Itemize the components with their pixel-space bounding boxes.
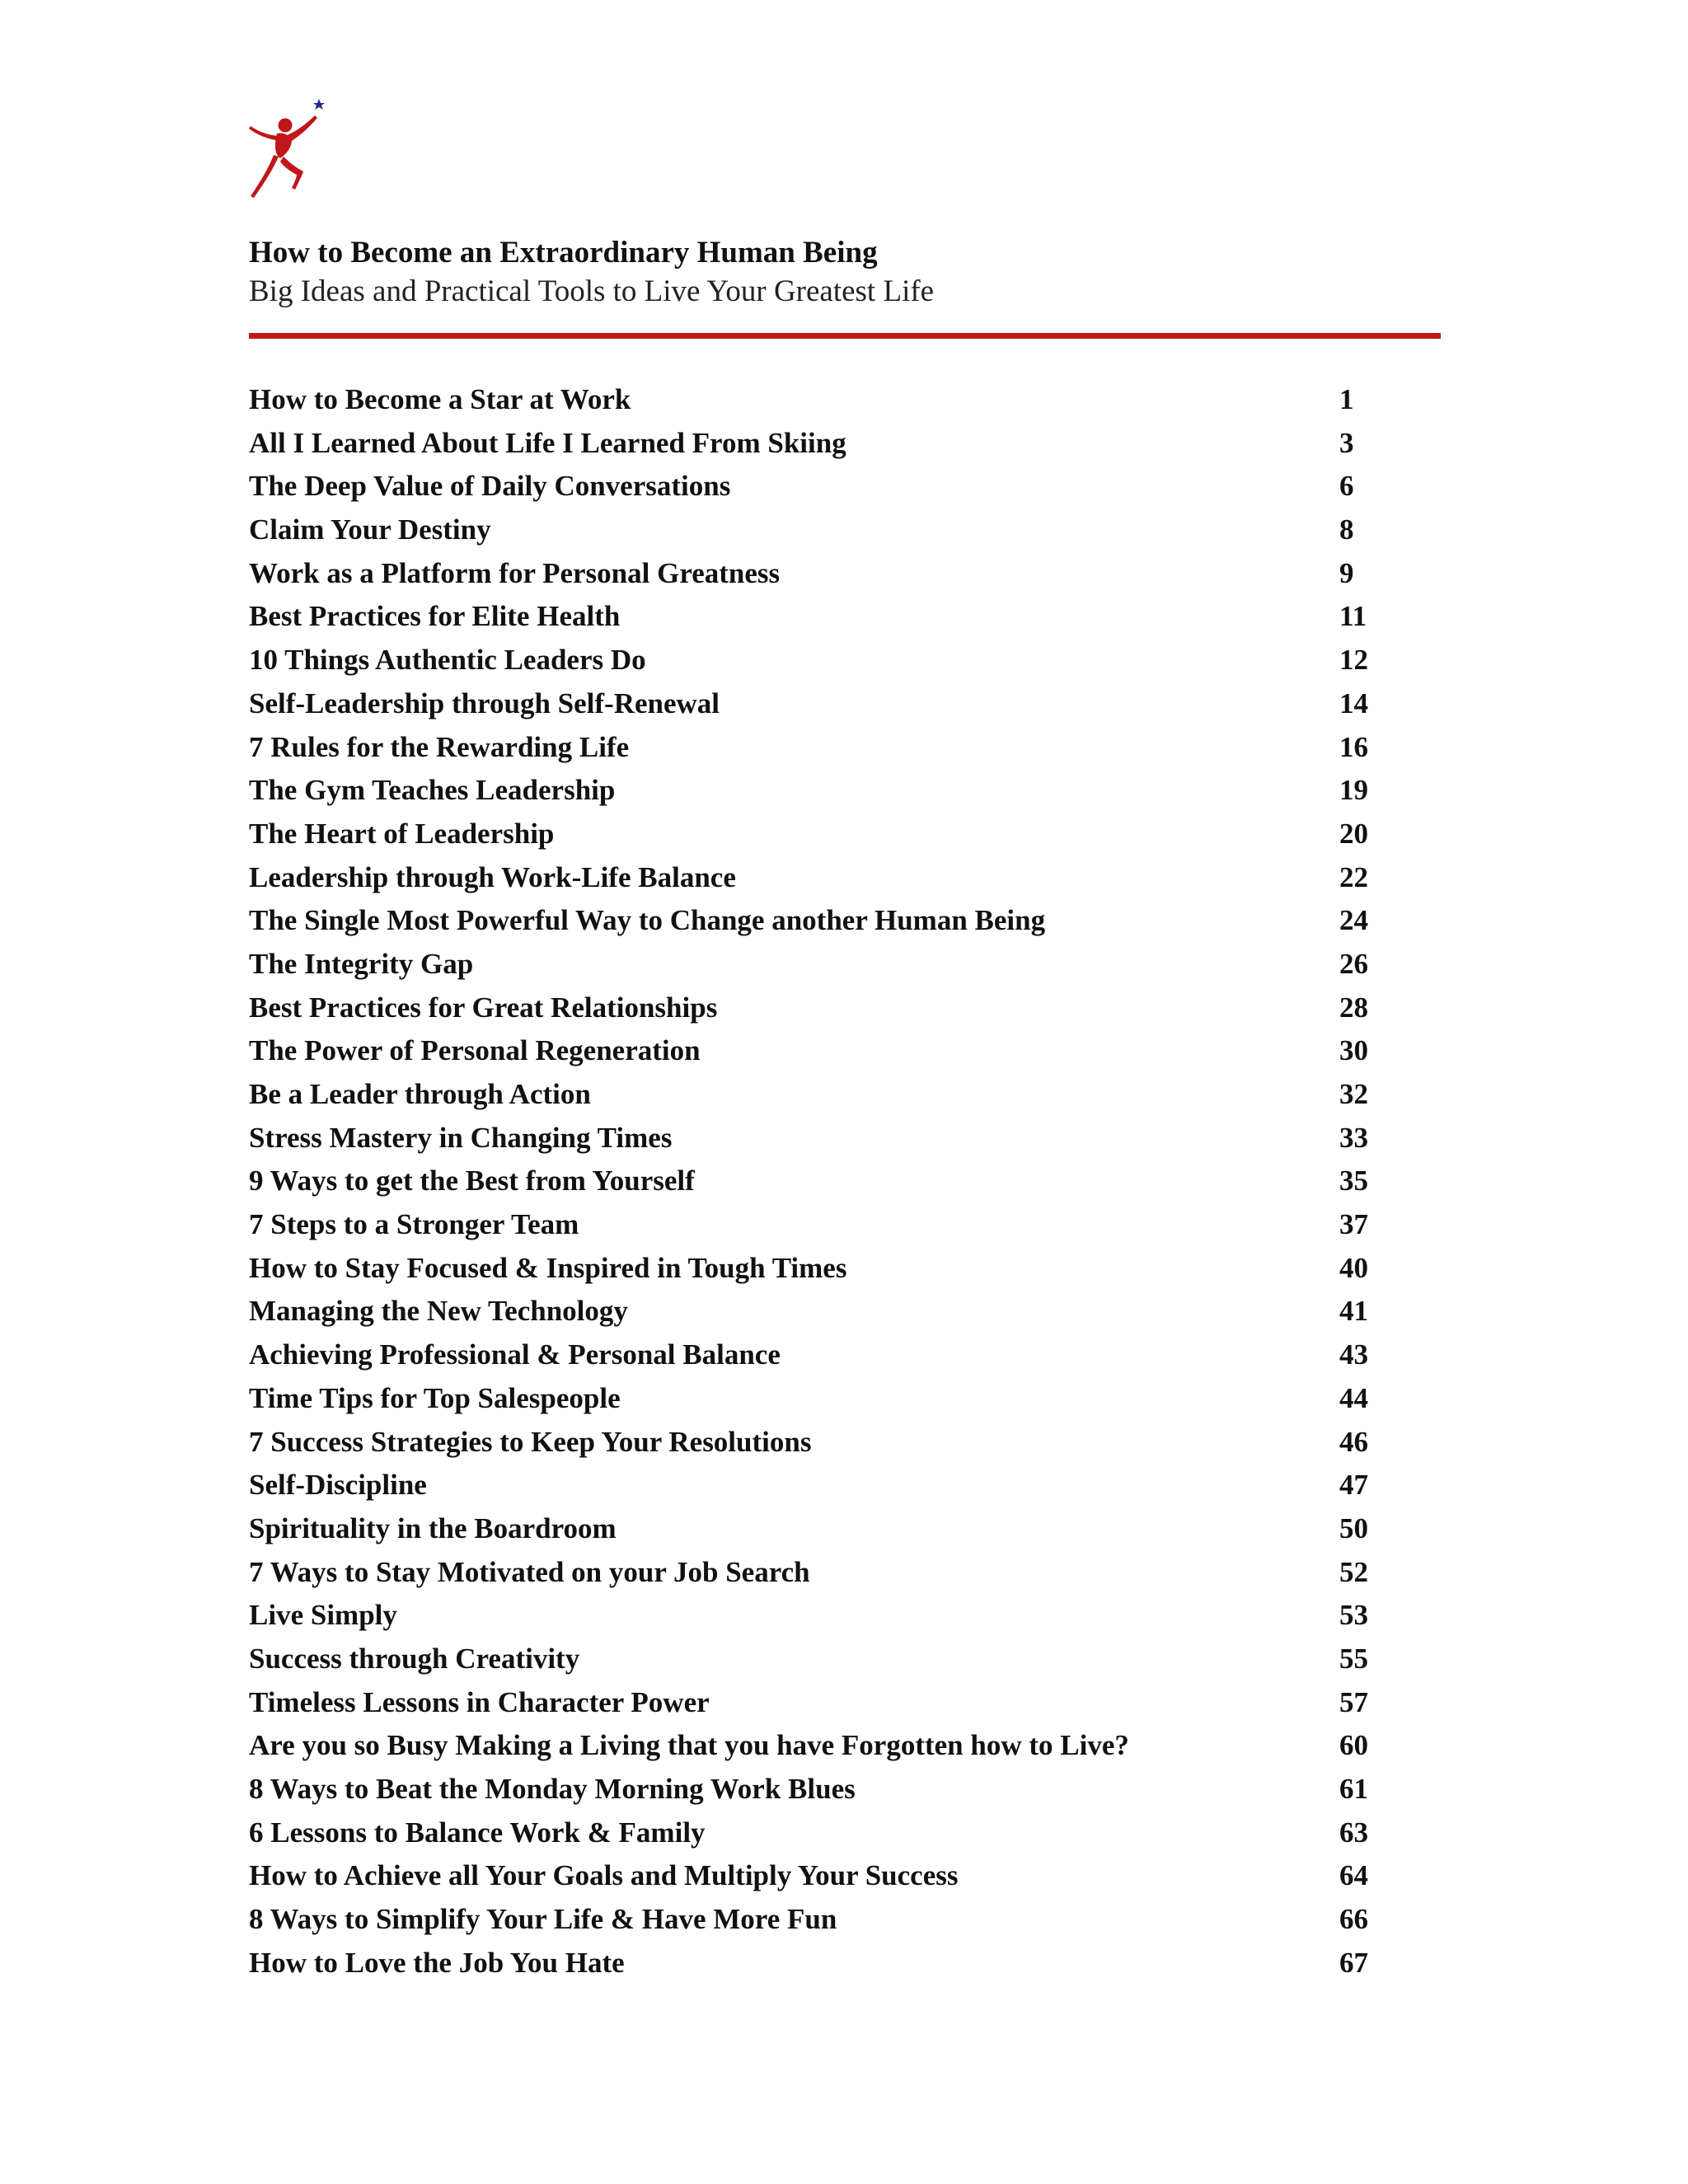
toc-entry-page-number: 12 [1339,644,1368,677]
toc-entry-title: The Power of Personal Regeneration [249,1034,701,1067]
toc-entry-title: 7 Steps to a Stronger Team [249,1208,579,1241]
toc-entry [249,1942,1403,1985]
toc-entry-page-number: 11 [1339,600,1367,633]
toc-entry-title: Work as a Platform for Personal Greatness [249,556,781,589]
toc-entry-title: Claim Your Destiny [249,513,491,546]
toc-entry [249,987,1403,1030]
toc-entry-page-number: 63 [1339,1816,1368,1849]
toc-entry-title: 7 Ways to Stay Motivated on your Job Search [249,1555,810,1588]
toc-entry-title: Are you so Busy Making a Living that you have Forgotten how to Live? [249,1729,1129,1762]
toc-entry-page-number: 35 [1339,1165,1368,1197]
toc-entry-title: Time Tips for Top Salespeople [249,1381,621,1414]
toc-entry [249,726,1403,770]
toc-entry-title: How to Become a Star at Work [249,383,631,415]
toc-entry [249,1160,1403,1203]
toc-entry [249,595,1403,639]
toc-entry [249,1681,1403,1725]
toc-entry-page-number: 64 [1339,1859,1368,1892]
toc-entry-title: Self-Leadership through Self-Renewal [249,687,720,719]
red-figure-reaching-star-icon [244,97,326,199]
toc-entry [249,1333,1403,1377]
toc-entry-page-number: 8 [1339,513,1354,546]
toc-entry [249,1898,1403,1942]
toc-entry-page-number: 52 [1339,1555,1368,1588]
toc-entry-page-number: 66 [1339,1903,1368,1936]
toc-entry-page-number: 1 [1339,383,1354,415]
toc-entry [249,552,1403,596]
toc-entry [249,1811,1403,1855]
toc-entry [249,465,1403,509]
toc-entry-page-number: 55 [1339,1642,1368,1675]
toc-entry-title: 7 Success Strategies to Keep Your Resolutions [249,1425,812,1458]
toc-entry-page-number: 22 [1339,860,1368,893]
toc-entry-page-number: 30 [1339,1034,1368,1067]
toc-entry-page-number: 60 [1339,1729,1368,1762]
toc-entry-page-number: 46 [1339,1425,1368,1458]
toc-entry [249,1594,1403,1638]
toc-entry-page-number: 40 [1339,1251,1368,1284]
toc-entry-page-number: 28 [1339,991,1368,1024]
toc-entry [249,1290,1403,1333]
toc-entry [249,1029,1403,1073]
divider-rule [249,333,1441,339]
toc-entry-title: Stress Mastery in Changing Times [249,1121,673,1154]
toc-entry-page-number: 3 [1339,426,1354,459]
toc-entry-title: Leadership through Work-Life Balance [249,860,736,893]
toc-entry-title: How to Stay Focused & Inspired in Tough Times [249,1251,847,1284]
document-title: How to Become an Extraordinary Human Being [249,236,878,269]
toc-entry-title: The Single Most Powerful Way to Change another Human Being [249,904,1046,937]
toc-entry-title: Spirituality in the Boardroom [249,1511,617,1544]
toc-entry-page-number: 14 [1339,687,1368,719]
toc-entry [249,1117,1403,1160]
toc-entry-page-number: 19 [1339,774,1368,807]
toc-entry-page-number: 33 [1339,1121,1368,1154]
toc-entry-title: 8 Ways to Beat the Monday Morning Work Blues [249,1773,856,1805]
toc-entry [249,1377,1403,1421]
toc-entry-title: The Gym Teaches Leadership [249,774,616,807]
toc-entry [249,1724,1403,1768]
toc-entry-page-number: 26 [1339,947,1368,980]
toc-entry [249,1507,1403,1551]
toc-entry-page-number: 16 [1339,730,1368,763]
toc-entry-title: 8 Ways to Simplify Your Life & Have More Fun [249,1903,837,1936]
toc-entry [249,1638,1403,1681]
toc-entry-page-number: 44 [1339,1381,1368,1414]
toc-entry [249,1421,1403,1465]
toc-entry-title: How to Achieve all Your Goals and Multiply Your Success [249,1859,959,1892]
toc-entry-page-number: 61 [1339,1773,1368,1805]
toc-entry [249,1464,1403,1507]
toc-entry [249,1247,1403,1291]
toc-entry-page-number: 53 [1339,1599,1368,1632]
toc-entry-page-number: 24 [1339,904,1368,937]
toc-entry [249,509,1403,552]
toc-entry [249,1768,1403,1811]
toc-entry-title: Achieving Professional & Personal Balance [249,1338,781,1371]
toc-entry [249,943,1403,987]
toc-entry-page-number: 37 [1339,1208,1368,1241]
toc-entry [249,813,1403,856]
toc-entry-title: 9 Ways to get the Best from Yourself [249,1165,695,1197]
toc-entry-title: Managing the New Technology [249,1295,628,1328]
toc-entry-title: Self-Discipline [249,1469,427,1502]
toc-entry-title: The Heart of Leadership [249,817,555,850]
toc-entry-page-number: 57 [1339,1685,1368,1718]
toc-entry-page-number: 32 [1339,1078,1368,1110]
toc-entry-title: 7 Rules for the Rewarding Life [249,730,630,763]
toc-entry-title: Success through Creativity [249,1642,580,1675]
document-subtitle: Big Ideas and Practical Tools to Live Your Greatest Life [249,274,935,308]
toc-entry-page-number: 20 [1339,817,1368,850]
toc-entry [249,856,1403,900]
toc-entry-title: 10 Things Authentic Leaders Do [249,644,646,677]
toc-entry [249,639,1403,682]
toc-entry-title: All I Learned About Life I Learned From Skiing [249,426,846,459]
toc-entry-title: Timeless Lessons in Character Power [249,1685,710,1718]
toc-entry [249,378,1403,422]
toc-entry-page-number: 43 [1339,1338,1368,1371]
toc-entry-title: Live Simply [249,1599,397,1632]
toc-entry-page-number: 9 [1339,556,1354,589]
toc-entry-title: Best Practices for Great Relationships [249,991,718,1024]
toc-entry [249,1551,1403,1595]
toc-entry-page-number: 47 [1339,1469,1368,1502]
toc-entry-title: The Integrity Gap [249,947,474,980]
table-of-contents [249,378,1403,1985]
toc-entry-page-number: 41 [1339,1295,1368,1328]
title-block [249,232,1444,310]
toc-entry-page-number: 67 [1339,1946,1368,1979]
toc-entry-page-number: 6 [1339,470,1354,503]
toc-entry-page-number: 50 [1339,1511,1368,1544]
toc-entry [249,769,1403,813]
toc-entry [249,682,1403,726]
toc-entry-title: Be a Leader through Action [249,1078,591,1110]
logo [244,97,326,199]
toc-entry-title: How to Love the Job You Hate [249,1946,625,1979]
toc-entry-title: Best Practices for Elite Health [249,600,621,633]
toc-entry [249,422,1403,466]
toc-entry [249,1073,1403,1117]
toc-entry [249,1854,1403,1898]
toc-entry [249,899,1403,943]
toc-entry [249,1203,1403,1247]
toc-entry-title: The Deep Value of Daily Conversations [249,470,731,503]
toc-entry-title: 6 Lessons to Balance Work & Family [249,1816,706,1849]
